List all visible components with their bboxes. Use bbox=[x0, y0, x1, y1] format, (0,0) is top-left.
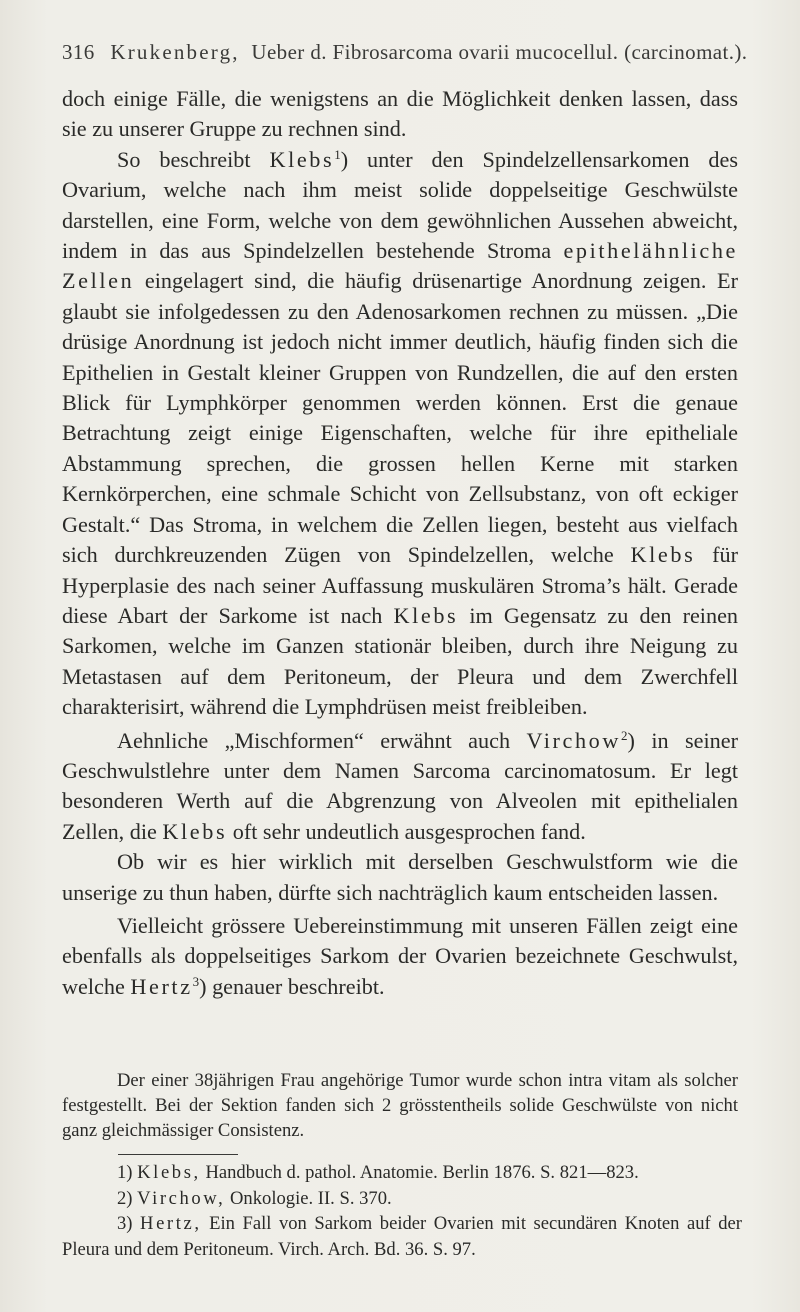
footnote-3 bbox=[62, 1211, 742, 1262]
header-author: Krukenberg, bbox=[110, 40, 240, 64]
page-number: 316 bbox=[62, 40, 95, 64]
footnote-number: 2) bbox=[117, 1187, 133, 1209]
paragraph-5 bbox=[62, 911, 738, 1002]
footnote-text: Onkologie. II. S. 370. bbox=[230, 1187, 392, 1209]
header-title: Ueber d. Fibrosarcoma ovarii mucocellul. (carcinomat.). bbox=[251, 40, 748, 64]
footnote-author: Klebs, bbox=[137, 1162, 201, 1183]
author-name-klebs: Klebs bbox=[162, 818, 228, 844]
text-run: oft sehr undeutlich ausgesprochen fand. bbox=[232, 818, 586, 844]
paragraph-1: doch einige Fälle, die wenigstens an die Möglichkeit denken lassen, dass sie zu unserer Gruppe zu rechnen sind. bbox=[62, 86, 738, 142]
author-name-klebs: Klebs bbox=[630, 542, 696, 568]
footnote-2 bbox=[62, 1186, 742, 1212]
footnote-number: 3) bbox=[117, 1213, 133, 1234]
running-header bbox=[62, 40, 748, 65]
footnote-divider bbox=[118, 1154, 238, 1155]
footnote-author: Virchow, bbox=[137, 1187, 226, 1209]
emphasis-epithelial-cells: epithelähnliche Zellen bbox=[62, 238, 738, 294]
case-description bbox=[62, 1068, 738, 1143]
footnote-text: Ein Fall von Sarkom beider Ovarien mit secundären Knoten auf der Pleura und dem Peritoneum. Virch. Arch. Bd. 36. S. 97. bbox=[62, 1213, 742, 1260]
author-name-klebs: Klebs bbox=[393, 602, 459, 628]
text-run: ) unter den Spindelzellensarkomen des Ovarium, welche nach ihm meist solide doppelseitige Geschwülste darstellen, eine Form, welche von dem gewöhnlichen Aussehen abweicht, indem in das aus Spindelzellen bestehende Stroma bbox=[62, 146, 738, 264]
text-run: ) in seiner Geschwulstlehre unter dem Namen Sarcoma carcinomatosum. Er legt besonderen Werth auf die Abgrenzung von Alveolen mit epithelialen Zellen, die bbox=[62, 727, 739, 844]
text-run: für Hyperplasie des nach seiner Auffassung muskulären Stroma’s hält. Gerade diese Abart der Sarkome ist nach bbox=[62, 542, 739, 628]
text-run: ) genauer beschreibt. bbox=[199, 973, 385, 999]
text-run: So beschreibt bbox=[117, 146, 251, 172]
footnotes bbox=[62, 1160, 742, 1262]
footnote-number: 1) bbox=[117, 1162, 133, 1183]
footnote-author: Hertz, bbox=[140, 1213, 202, 1234]
author-name-virchow: Virchow bbox=[526, 727, 622, 753]
paragraph-4: Ob wir es hier wirklich mit derselben Geschwulstform wie die unserige zu thun haben, dürfte sich nachträglich kaum entscheiden lassen. bbox=[62, 849, 738, 905]
main-text bbox=[62, 84, 738, 1002]
text-run: im Gegensatz zu den reinen Sarkomen, welche im Ganzen stationär bleiben, durch ihre Neigung zu Metastasen auf dem Peritoneum, der Pleura und dem Zwerchfell charakterisirt, während die Lymphdrüsen meist freibleiben. bbox=[62, 602, 739, 720]
footnote-1 bbox=[62, 1160, 742, 1186]
footnote-text: Handbuch d. pathol. Anatomie. Berlin 1876. S. 821—823. bbox=[205, 1162, 639, 1183]
text-run: eingelagert sind, die häufig drüsenartige Anordnung zeigen. Er glaubt sie infolgedessen zu den Adenosarkomen rechnen zu müssen. „Die drüsige Anordnung ist jedoch nicht immer deutlich, häufig finden sich die Epithelien in Gestalt kleiner Gruppen von Rundzellen, die auf den ersten Blick für Lymphkörper genommen werden können. Erst die genaue Betrachtung zeigt einige Eigenschaften, welche für ihre epitheliale Abstammung sprechen, die grossen hellen Kerne mit starken Kernkörperchen, eine schmale Schicht von Zellsubstanz, von oft eckiger Gestalt.“ Das Stroma, in welchem die Zellen liegen, besteht aus vielfach sich durchkreuzenden Zügen von Spindelzellen, welche bbox=[62, 268, 739, 568]
footnote-ref-1: 1 bbox=[334, 146, 341, 162]
paragraph-2 bbox=[62, 145, 738, 723]
footnote-ref-2: 2 bbox=[621, 727, 628, 743]
text-run: Vielleicht grössere Uebereinstimmung mit unseren Fällen zeigt eine ebenfalls als doppelseitiges Sarkom der Ovarien bezeichnete Geschwulst, welche bbox=[62, 912, 738, 999]
paragraph-3 bbox=[62, 726, 738, 848]
author-name-hertz: Hertz bbox=[130, 973, 193, 999]
small-paragraph: Der einer 38jährigen Frau angehörige Tumor wurde schon intra vitam als solcher festgestellt. Bei der Sektion fanden sich 2 grösstentheils solide Geschwülste von nicht ganz gleichmässiger Consistenz. bbox=[62, 1070, 738, 1141]
text-run: Aehnliche „Mischformen“ erwähnt auch bbox=[117, 727, 511, 753]
footnote-ref-3: 3 bbox=[192, 973, 200, 989]
author-name-klebs: Klebs bbox=[269, 146, 335, 172]
